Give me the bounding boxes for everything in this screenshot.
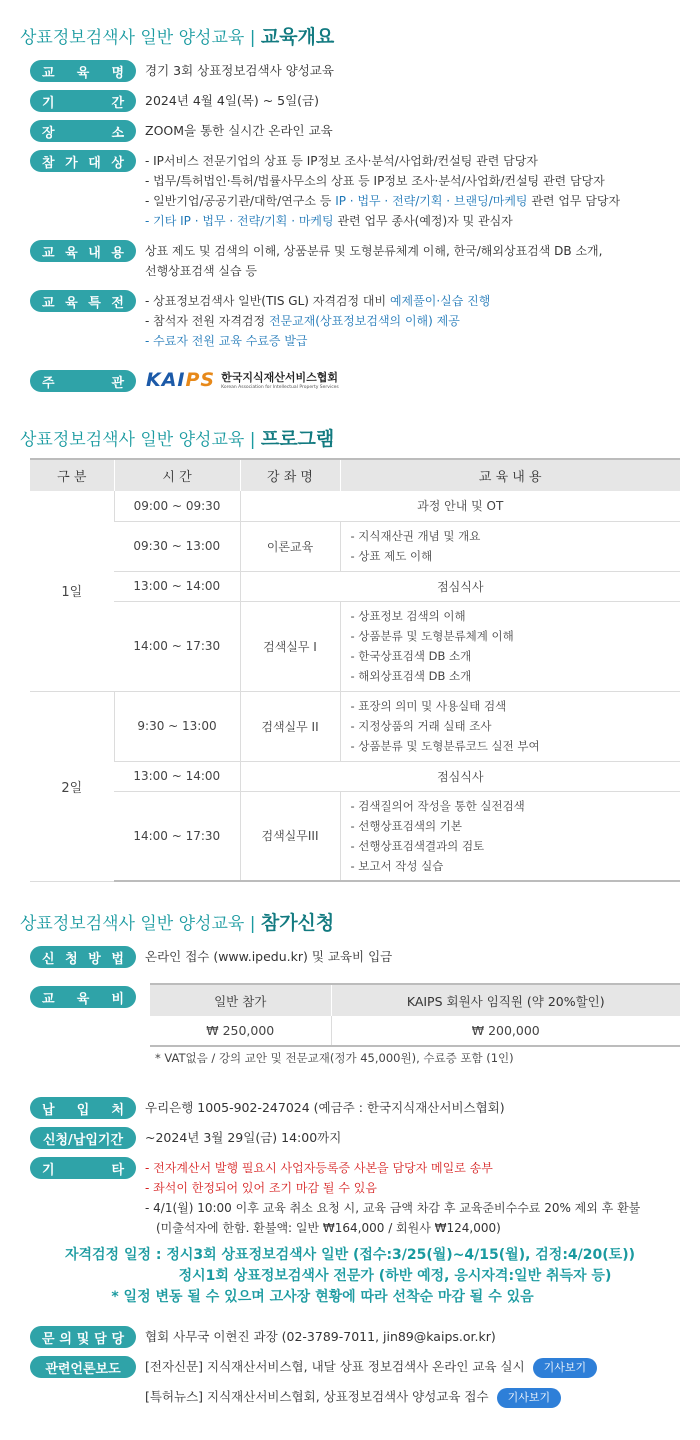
time-cell: 14:00 ~ 17:30 bbox=[114, 601, 240, 691]
table-row bbox=[30, 601, 680, 691]
table-row bbox=[150, 1016, 680, 1046]
label-deadline: 신청/납입기간 bbox=[30, 1127, 136, 1149]
label-place: 장 소 bbox=[30, 120, 136, 142]
fee-general: ₩ 250,000 bbox=[150, 1016, 331, 1046]
press-item: [특허뉴스] 지식재산서비스협회, 상표정보검색사 양성교육 접수 기사보기 bbox=[145, 1387, 561, 1408]
content-line: 상표 제도 및 검색의 이해, 상품분류 및 도형분류체계 이해, 한국/해외상표검색 DB 소개, bbox=[145, 244, 603, 258]
label-contact: 문 의 및 담 당 bbox=[30, 1326, 136, 1348]
info-row-content bbox=[30, 240, 688, 281]
table-row bbox=[30, 791, 680, 881]
fee-member: ₩ 200,000 bbox=[331, 1016, 680, 1046]
time-cell: 09:00 ~ 09:30 bbox=[114, 491, 240, 521]
day-cell: 1일 bbox=[30, 491, 114, 691]
fee-table bbox=[150, 983, 680, 1047]
info-row-benefits bbox=[30, 290, 688, 351]
header-category: 구 분 bbox=[30, 459, 114, 491]
etc-line: - 좌석이 한정되어 있어 조기 마감 될 수 있음 bbox=[145, 1181, 377, 1195]
program-title: 상표정보검색사 일반 양성교육 | 프로그램 bbox=[20, 428, 335, 450]
time-cell: 9:30 ~ 13:00 bbox=[114, 691, 240, 761]
header-time: 시 간 bbox=[114, 459, 240, 491]
label-benefits: 교 육 특 전 bbox=[30, 290, 136, 312]
fee-header-general: 일반 참가 bbox=[150, 984, 331, 1016]
info-row-contact bbox=[30, 1326, 688, 1348]
benefit-line: - 상표정보검색사 일반(TIS GL) 자격검정 대비 예제풀이·실습 진행 bbox=[145, 294, 491, 308]
schedule-line: * 일정 변동 될 수 있으며 고사장 현황에 따라 선착순 마감 될 수 있음 bbox=[111, 1289, 534, 1305]
info-row-method bbox=[30, 946, 688, 968]
info-row-place bbox=[30, 120, 688, 142]
label-target: 참 가 대 상 bbox=[30, 150, 136, 172]
label-method: 신 청 방 법 bbox=[30, 946, 136, 968]
info-row-period bbox=[30, 90, 688, 112]
time-cell: 13:00 ~ 14:00 bbox=[114, 761, 240, 791]
table-row bbox=[30, 761, 680, 791]
label-course-name: 교 육 명 bbox=[30, 60, 136, 82]
content-cell: - 지식재산권 개념 및 개요 - 상표 제도 이해 bbox=[340, 521, 680, 571]
merged-cell: 과정 안내 및 OT bbox=[240, 491, 680, 521]
article-button[interactable]: 기사보기 bbox=[497, 1388, 562, 1408]
bank-value: 우리은행 1005-902-247024 (예금주 : 한국지식재산서비스협회) bbox=[145, 1100, 505, 1115]
place-value: ZOOM을 통한 실시간 온라인 교육 bbox=[145, 123, 333, 138]
merged-cell: 점심식사 bbox=[240, 761, 680, 791]
time-cell: 13:00 ~ 14:00 bbox=[114, 571, 240, 601]
info-row-deadline bbox=[30, 1127, 688, 1149]
course-cell: 검색실무 II bbox=[240, 691, 340, 761]
label-period: 기 간 bbox=[30, 90, 136, 112]
label-press: 관련언론보도 bbox=[30, 1356, 136, 1378]
table-row bbox=[30, 691, 680, 761]
merged-cell: 점심식사 bbox=[240, 571, 680, 601]
course-name-value: 경기 3회 상표정보검색사 양성교육 bbox=[145, 63, 334, 78]
schedule-line: 자격검정 일정 : 정시3회 상표정보검색사 일반 (접수:3/25(월)~4/15(월), 검정:4/20(토)) bbox=[64, 1247, 635, 1263]
table-row bbox=[30, 571, 680, 601]
fee-note: * VAT없음 / 강의 교안 및 전문교재(정가 45,000원), 수료증 포함 (1인) bbox=[155, 1051, 514, 1065]
etc-line: - 전자계산서 발행 필요시 사업자등록증 사본을 담당자 메일로 송부 bbox=[145, 1161, 493, 1175]
table-row bbox=[30, 521, 680, 571]
content-cell: - 상표정보 검색의 이해 - 상품분류 및 도형분류체계 이해 - 한국상표검색 DB 소개 - 해외상표검색 DB 소개 bbox=[340, 601, 680, 691]
time-cell: 14:00 ~ 17:30 bbox=[114, 791, 240, 881]
course-cell: 검색실무 I bbox=[240, 601, 340, 691]
info-row-bank bbox=[30, 1097, 688, 1119]
exam-schedule bbox=[0, 1245, 700, 1308]
press-item: [전자신문] 지식재산서비스협, 내달 상표 정보검색사 온라인 교육 실시 기사보기 bbox=[145, 1357, 597, 1378]
info-row-press-2 bbox=[30, 1386, 688, 1408]
etc-line: - 4/1(월) 10:00 이후 교육 취소 요청 시, 교육 금액 차감 후 교육준비수수료 20% 제외 후 환불 bbox=[145, 1201, 641, 1215]
article-button[interactable]: 기사보기 bbox=[533, 1358, 598, 1378]
overview-title: 상표정보검색사 일반 양성교육 | 교육개요 bbox=[20, 26, 335, 48]
etc-line: (미출석자에 한함. 환불액: 일반 ₩164,000 / 회원사 ₩124,000) bbox=[156, 1221, 501, 1235]
benefit-line: - 수료자 전원 교육 수료증 발급 bbox=[145, 334, 308, 348]
deadline-value: ~2024년 3월 29일(금) 14:00까지 bbox=[145, 1130, 342, 1145]
time-cell: 09:30 ~ 13:00 bbox=[114, 521, 240, 571]
label-fee: 교 육 비 bbox=[30, 986, 136, 1008]
kaips-logo: KAIPS 한국지식재산서비스협회 Korean Association for Intellectual Property Services bbox=[146, 368, 339, 391]
label-host: 주 관 bbox=[30, 370, 136, 392]
day-cell: 2일 bbox=[30, 691, 114, 881]
target-line: - IP서비스 전문기업의 상표 등 IP정보 조사·분석/사업화/컨설팅 관련 담당자 bbox=[145, 154, 538, 168]
course-cell: 이론교육 bbox=[240, 521, 340, 571]
target-line: - 일반기업/공공기관/대학/연구소 등 IP · 법무 · 전략/기획 · 브랜딩/마케팅 관련 업무 담당자 bbox=[145, 194, 621, 208]
target-line: - 법무/특허법인·특허/법률사무소의 상표 등 IP정보 조사·분석/사업화/컨설팅 관련 담당자 bbox=[145, 174, 605, 188]
header-content: 교 육 내 용 bbox=[340, 459, 680, 491]
schedule-line: 정시1회 상표정보검색사 전문가 (하반 예정, 응시자격:일반 취득자 등) bbox=[178, 1268, 612, 1284]
content-cell: - 표장의 의미 및 사용실태 검색 - 지정상품의 거래 실태 조사 - 상품분류 및 도형분류코드 실전 부여 bbox=[340, 691, 680, 761]
target-line: - 기타 IP · 법무 · 전략/기획 · 마케팅 관련 업무 종사(예정)자 및 관심자 bbox=[145, 214, 513, 228]
info-row-course-name bbox=[30, 60, 688, 82]
info-row-press bbox=[30, 1356, 688, 1378]
apply-title: 상표정보검색사 일반 양성교육 | 참가신청 bbox=[20, 912, 335, 934]
info-row-host bbox=[30, 370, 688, 392]
benefit-line: - 참석자 전원 자격검정 전문교재(상표정보검색의 이해) 제공 bbox=[145, 314, 460, 328]
table-row bbox=[30, 491, 680, 521]
info-row-etc bbox=[30, 1157, 688, 1238]
contact-value: 협회 사무국 이현진 과장 (02-3789-7011, jin89@kaips.or.kr) bbox=[145, 1329, 496, 1344]
course-cell: 검색실무III bbox=[240, 791, 340, 881]
label-bank: 납 입 처 bbox=[30, 1097, 136, 1119]
method-value: 온라인 접수 (www.ipedu.kr) 및 교육비 입금 bbox=[145, 949, 393, 964]
label-content: 교 육 내 용 bbox=[30, 240, 136, 262]
content-line: 선행상표검색 실습 등 bbox=[145, 264, 257, 278]
header-course: 강 좌 명 bbox=[240, 459, 340, 491]
program-table bbox=[30, 458, 680, 882]
period-value: 2024년 4월 4일(목) ~ 5일(금) bbox=[145, 93, 319, 108]
fee-header-member: KAIPS 회원사 임직원 (약 20%할인) bbox=[331, 984, 680, 1016]
content-cell: - 검색질의어 작성을 통한 실전검색 - 선행상표검색의 기본 - 선행상표검색결과의 검토 - 보고서 작성 실습 bbox=[340, 791, 680, 881]
label-etc: 기 타 bbox=[30, 1157, 136, 1179]
info-row-target bbox=[30, 150, 688, 231]
kaips-logo-mark: KAIPS bbox=[146, 368, 216, 391]
